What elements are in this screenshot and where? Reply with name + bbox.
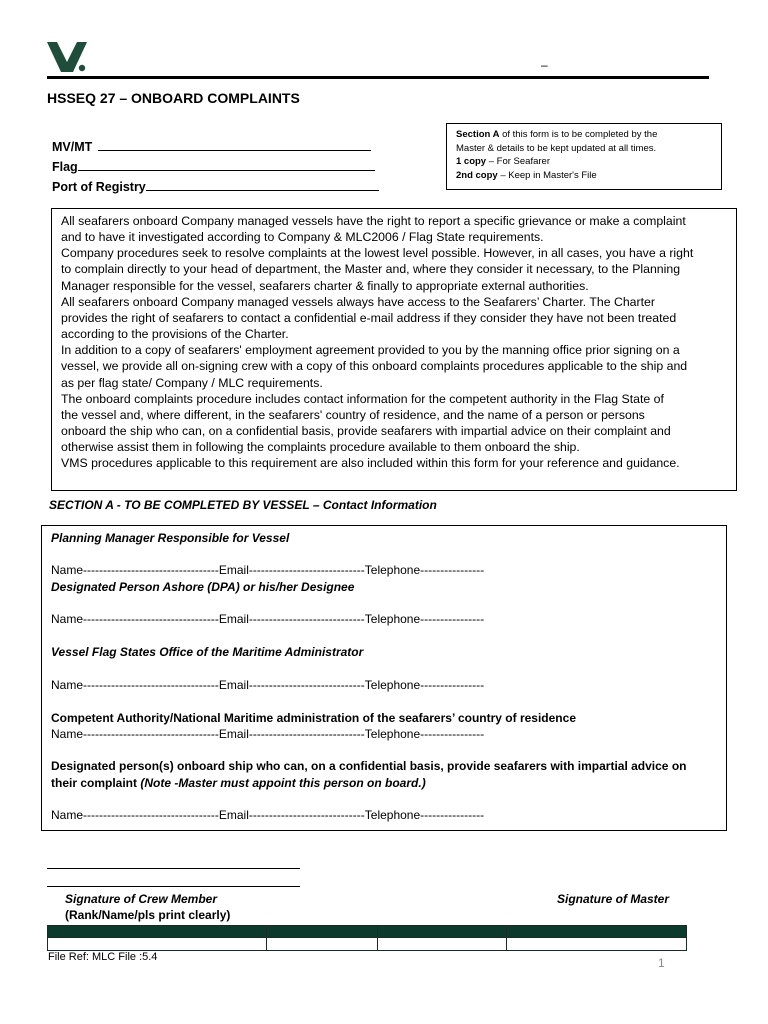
master-signature-label: Signature of Master	[557, 892, 670, 906]
section-a-heading: SECTION A - TO BE COMPLETED BY VESSEL – Contact Information	[49, 498, 437, 512]
footer-bar-light-row	[48, 938, 687, 951]
mv-mt-line[interactable]	[98, 138, 371, 151]
header-rule	[47, 76, 709, 79]
flag-line[interactable]	[78, 158, 375, 171]
intro-line: In addition to a copy of seafarers' employment agreement provided to you by the manning office prior signing on a	[61, 343, 680, 358]
intro-line: All seafarers onboard Company managed vessels always have access to the Seafarers’ Charter. The Charter	[61, 294, 655, 309]
intro-line: vessel, we provide all on-signing crew with a copy of this onboard complaints procedures applicable to the ship and	[61, 359, 688, 374]
section-note-line-3: 1 copy – For Seafarer	[456, 156, 550, 167]
competent-authority-heading: Competent Authority/National Maritime administration of the seafarers’ country of residence	[51, 711, 576, 725]
crew-rank-note: (Rank/Name/pls print clearly)	[65, 908, 231, 922]
footer-bar-cell	[507, 926, 687, 938]
dpa-contact-row[interactable]: Name----------------------------------Email-----------------------------Telephone----------------	[51, 612, 485, 626]
designated-person-heading-1: Designated person(s) onboard ship who can, on a confidential basis, provide seafarers with impartial advice on	[51, 759, 687, 773]
file-reference: File Ref: MLC File :5.4	[48, 951, 158, 963]
page-title: HSSEQ 27 – ONBOARD COMPLAINTS	[47, 90, 300, 106]
port-of-registry-label: Port of Registry	[52, 180, 146, 194]
designated-person-contact-row[interactable]: Name----------------------------------Email-----------------------------Telephone----------------	[51, 808, 485, 822]
section-note-line-4: 2nd copy – Keep in Master's File	[456, 169, 597, 181]
flag-office-contact-row[interactable]: Name----------------------------------Email-----------------------------Telephone----------------	[51, 678, 485, 692]
intro-line: Company procedures seek to resolve complaints at the lowest level possible. However, in all cases, you have a right	[61, 246, 694, 261]
intro-line: All seafarers onboard Company managed vessels have the right to report a specific grievance or make a complaint	[61, 214, 686, 228]
intro-line: The onboard complaints procedure includes contact information for the competent authority in the Flag State of	[61, 391, 664, 406]
intro-text-box	[51, 208, 737, 491]
intro-line: Manager responsible for the vessel, seafarers charter & finally to appropriate external authorities.	[61, 278, 589, 293]
intro-line: according to the provisions of the Charter.	[61, 327, 289, 342]
planning-manager-contact-row[interactable]: Name----------------------------------Email-----------------------------Telephone----------------	[51, 563, 485, 577]
planning-manager-heading: Planning Manager Responsible for Vessel	[51, 531, 290, 545]
footer-bar-cell	[48, 938, 267, 951]
footer-bar-cell	[378, 926, 507, 938]
intro-line: the vessel and, where different, in the seafarers' country of residence, and the name of a person or persons	[61, 407, 645, 422]
section-note-line-2: Master & details to be kept updated at all times.	[456, 142, 657, 154]
port-of-registry-line[interactable]	[146, 178, 379, 191]
footer-bar-table	[47, 925, 687, 951]
section-note-box	[446, 123, 722, 190]
footer-bar-cell	[507, 938, 687, 951]
dpa-heading: Designated Person Ashore (DPA) or his/her Designee	[51, 580, 355, 594]
flag-field[interactable]	[52, 158, 375, 174]
master-appoint-note: (Note -Master must appoint this person on board.)	[137, 776, 426, 790]
intro-line: as per flag state/ Company / MLC requirements.	[61, 375, 323, 390]
footer-bar-cell	[378, 938, 507, 951]
contact-info-box	[41, 525, 727, 831]
mv-mt-field[interactable]	[52, 138, 371, 154]
designated-person-heading-2: their complaint (Note -Master must appoint this person on board.)	[51, 776, 426, 790]
port-of-registry-field[interactable]	[52, 178, 379, 194]
intro-line: onboard the ship who can, on a confidential basis, provide seafarers with impartial advice on their complaint and	[61, 424, 671, 439]
footer-bar-cell	[267, 938, 378, 951]
footer-bar-cell	[267, 926, 378, 938]
section-note-line-1: Section A of this form is to be completed by the	[456, 129, 658, 140]
intro-line: VMS procedures applicable to this requirement are also included within this form for your reference and guidance.	[61, 456, 680, 471]
competent-authority-contact-row[interactable]: Name----------------------------------Email-----------------------------Telephone----------------	[51, 727, 485, 741]
crew-signature-line-2[interactable]	[47, 886, 300, 887]
header-dash: –	[541, 58, 548, 72]
crew-signature-label: Signature of Crew Member	[65, 892, 218, 906]
crew-signature-line-1[interactable]	[47, 868, 300, 869]
flag-label: Flag	[52, 160, 78, 174]
flag-office-heading: Vessel Flag States Office of the Maritime Administrator	[51, 645, 364, 659]
intro-line: provides the right of seafarers to contact a confidential e-mail address if they consider they have not been treated	[61, 310, 677, 325]
mv-mt-label: MV/MT	[52, 140, 93, 154]
intro-line: to complain directly to your head of department, the Master and, where they consider it necessary, to the Planning	[61, 262, 681, 277]
intro-line: and to have it investigated according to Company & MLC2006 / Flag State requirements.	[61, 230, 544, 245]
page-number: 1	[658, 956, 665, 970]
company-v-logo-icon	[47, 42, 87, 72]
footer-bar-dark-row	[48, 926, 687, 938]
footer-bar-cell	[48, 926, 267, 938]
intro-line: otherwise assist them in following the complaints procedure available to them onboard the ship.	[61, 440, 580, 455]
